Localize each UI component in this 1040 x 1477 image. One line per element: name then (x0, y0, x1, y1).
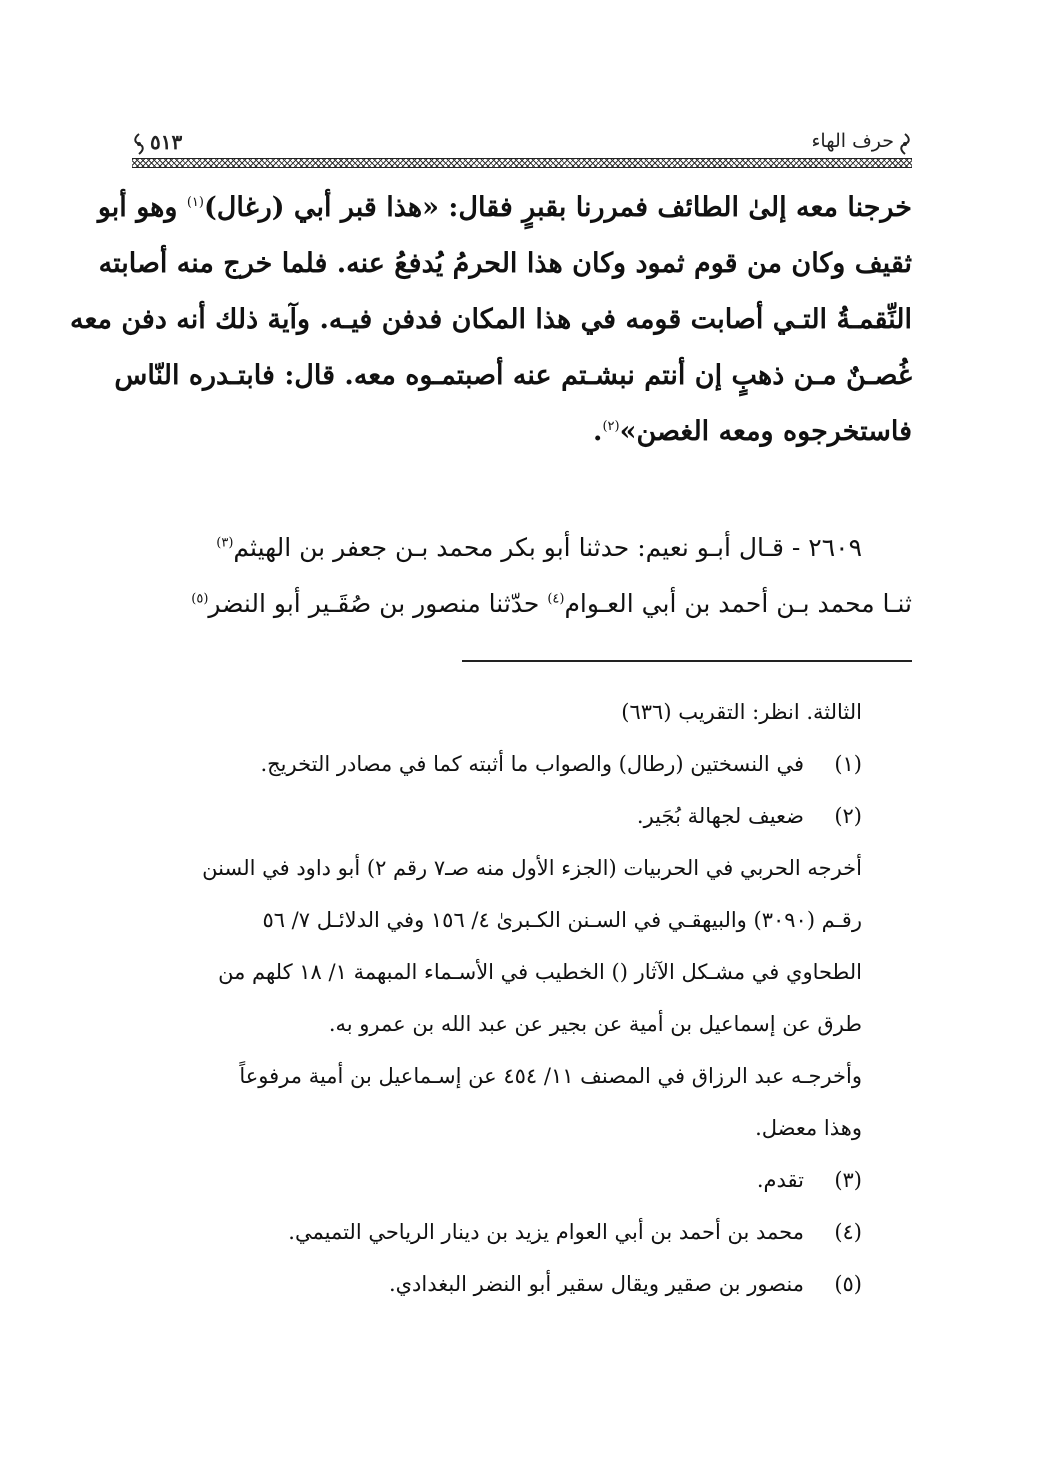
footnote-text: ضعيف لجهالة بُجَير. (636, 804, 804, 828)
footnote-item (132, 1154, 862, 1206)
footnote-text: في النسختين (رطال) والصواب ما أثبته كما في مصادر التخريج. (260, 752, 804, 776)
footnote-line: الطحاوي في مشـكل الآثار () الخطيب في الأسـماء المبهمة ١/ ١٨ كلهم من (218, 960, 862, 984)
footnote-number: (٣) (834, 1168, 862, 1192)
footnote-text: محمد بن أحمد بن أبي العوام يزيد بن دينار الرياحي التميمي. (288, 1220, 804, 1244)
footnote-line: رقـم (٣٠٩٠) والبيهقـي في السـنن الكـبرىٰ ٤/ ١٥٦ وفي الدلائـل ٧/ ٥٦ (262, 908, 862, 932)
footnote-ref: (١) (186, 195, 204, 210)
footnote-item (132, 790, 862, 842)
header-ornament-left-icon (132, 132, 146, 156)
hadith-line: ثنـا محمد بـن أحمد بن أبي العـوام$^{(٤)}$ حدّثنا منصور بن صُقَـير أبو النضر$^{(٥)}$ (191, 589, 912, 618)
footnote-ref: (٣) (216, 535, 234, 551)
footnote-continuation: الثالثة. انظر: التقريب (٦٣٦) (621, 700, 862, 724)
footnote-line: طرق عن إسماعيل بن أمية عن بجير عن عبد الله بن عمرو به. (328, 1012, 862, 1036)
footnote-ref: (٥) (191, 591, 209, 607)
header-rule (132, 158, 912, 168)
paragraph-line: خرجنا معه إلىٰ الطائف فمررنا بقبرٍ فقال: «هذا قبر أبي (رغال)$^{(١)}$ وهو أبو (97, 192, 912, 223)
footnote-ref: (٢) (602, 419, 620, 434)
page-number: ٥١٣ (150, 130, 183, 154)
footnote-divider (462, 660, 912, 662)
page-header (132, 128, 912, 168)
hadith-line: ٢٦٠٩ - قـال أبـو نعيم: حدثنا أبو بكر محمد بـن جعفر بن الهيثم$^{(٣)}$ (216, 533, 862, 562)
footnote-item (132, 1258, 862, 1310)
footnote-number: (٤) (834, 1220, 862, 1244)
footnotes (132, 686, 862, 1310)
footnote-ref: (٤) (547, 591, 565, 607)
footnote-line: وهذا معضل. (755, 1116, 862, 1140)
footnote-number: (٢) (834, 804, 862, 828)
footnote-line: وأخرجـه عبد الرزاق في المصنف ١١/ ٤٥٤ عن إسـماعيل بن أمية مرفوعاً (239, 1064, 862, 1088)
running-title: حرف الهاء (811, 130, 894, 152)
footnote-line: أخرجه الحربي في الحربيات (الجزء الأول منه صـ٧ رقم ٢) أبو داود في السنن (202, 856, 862, 880)
hadith-paragraph (132, 520, 912, 632)
footnote-item (132, 738, 862, 790)
paragraph-line: فاستخرجوه ومعه الغصن»$^{(٢)}$. (593, 416, 912, 447)
footnote-item (132, 1206, 862, 1258)
footnote-number: (١) (834, 752, 862, 776)
footnote-text: تقدم. (756, 1168, 804, 1192)
paragraph-line: ثقيف وكان من قوم ثمود وكان هذا الحرمُ يُدفعُ عنه. فلما خرج منه أصابته (98, 248, 912, 279)
main-paragraph (70, 180, 912, 460)
header-ornament-right-icon (898, 132, 912, 156)
footnote-text: منصور بن صقير ويقال سقير أبو النضر البغدادي. (388, 1272, 804, 1296)
paragraph-line: النِّقمـةُ التـي أصابت قومه في هذا المكان فدفن فيـه. وآية ذلك أنه دفن معه (70, 304, 912, 335)
paragraph-line: غُصـنٌ مـن ذهبٍ إن أنتم نبشـتم عنه أصبتمـوه معه. قال: فابتـدره النّاس (114, 360, 912, 391)
footnote-number: (٥) (834, 1272, 862, 1296)
